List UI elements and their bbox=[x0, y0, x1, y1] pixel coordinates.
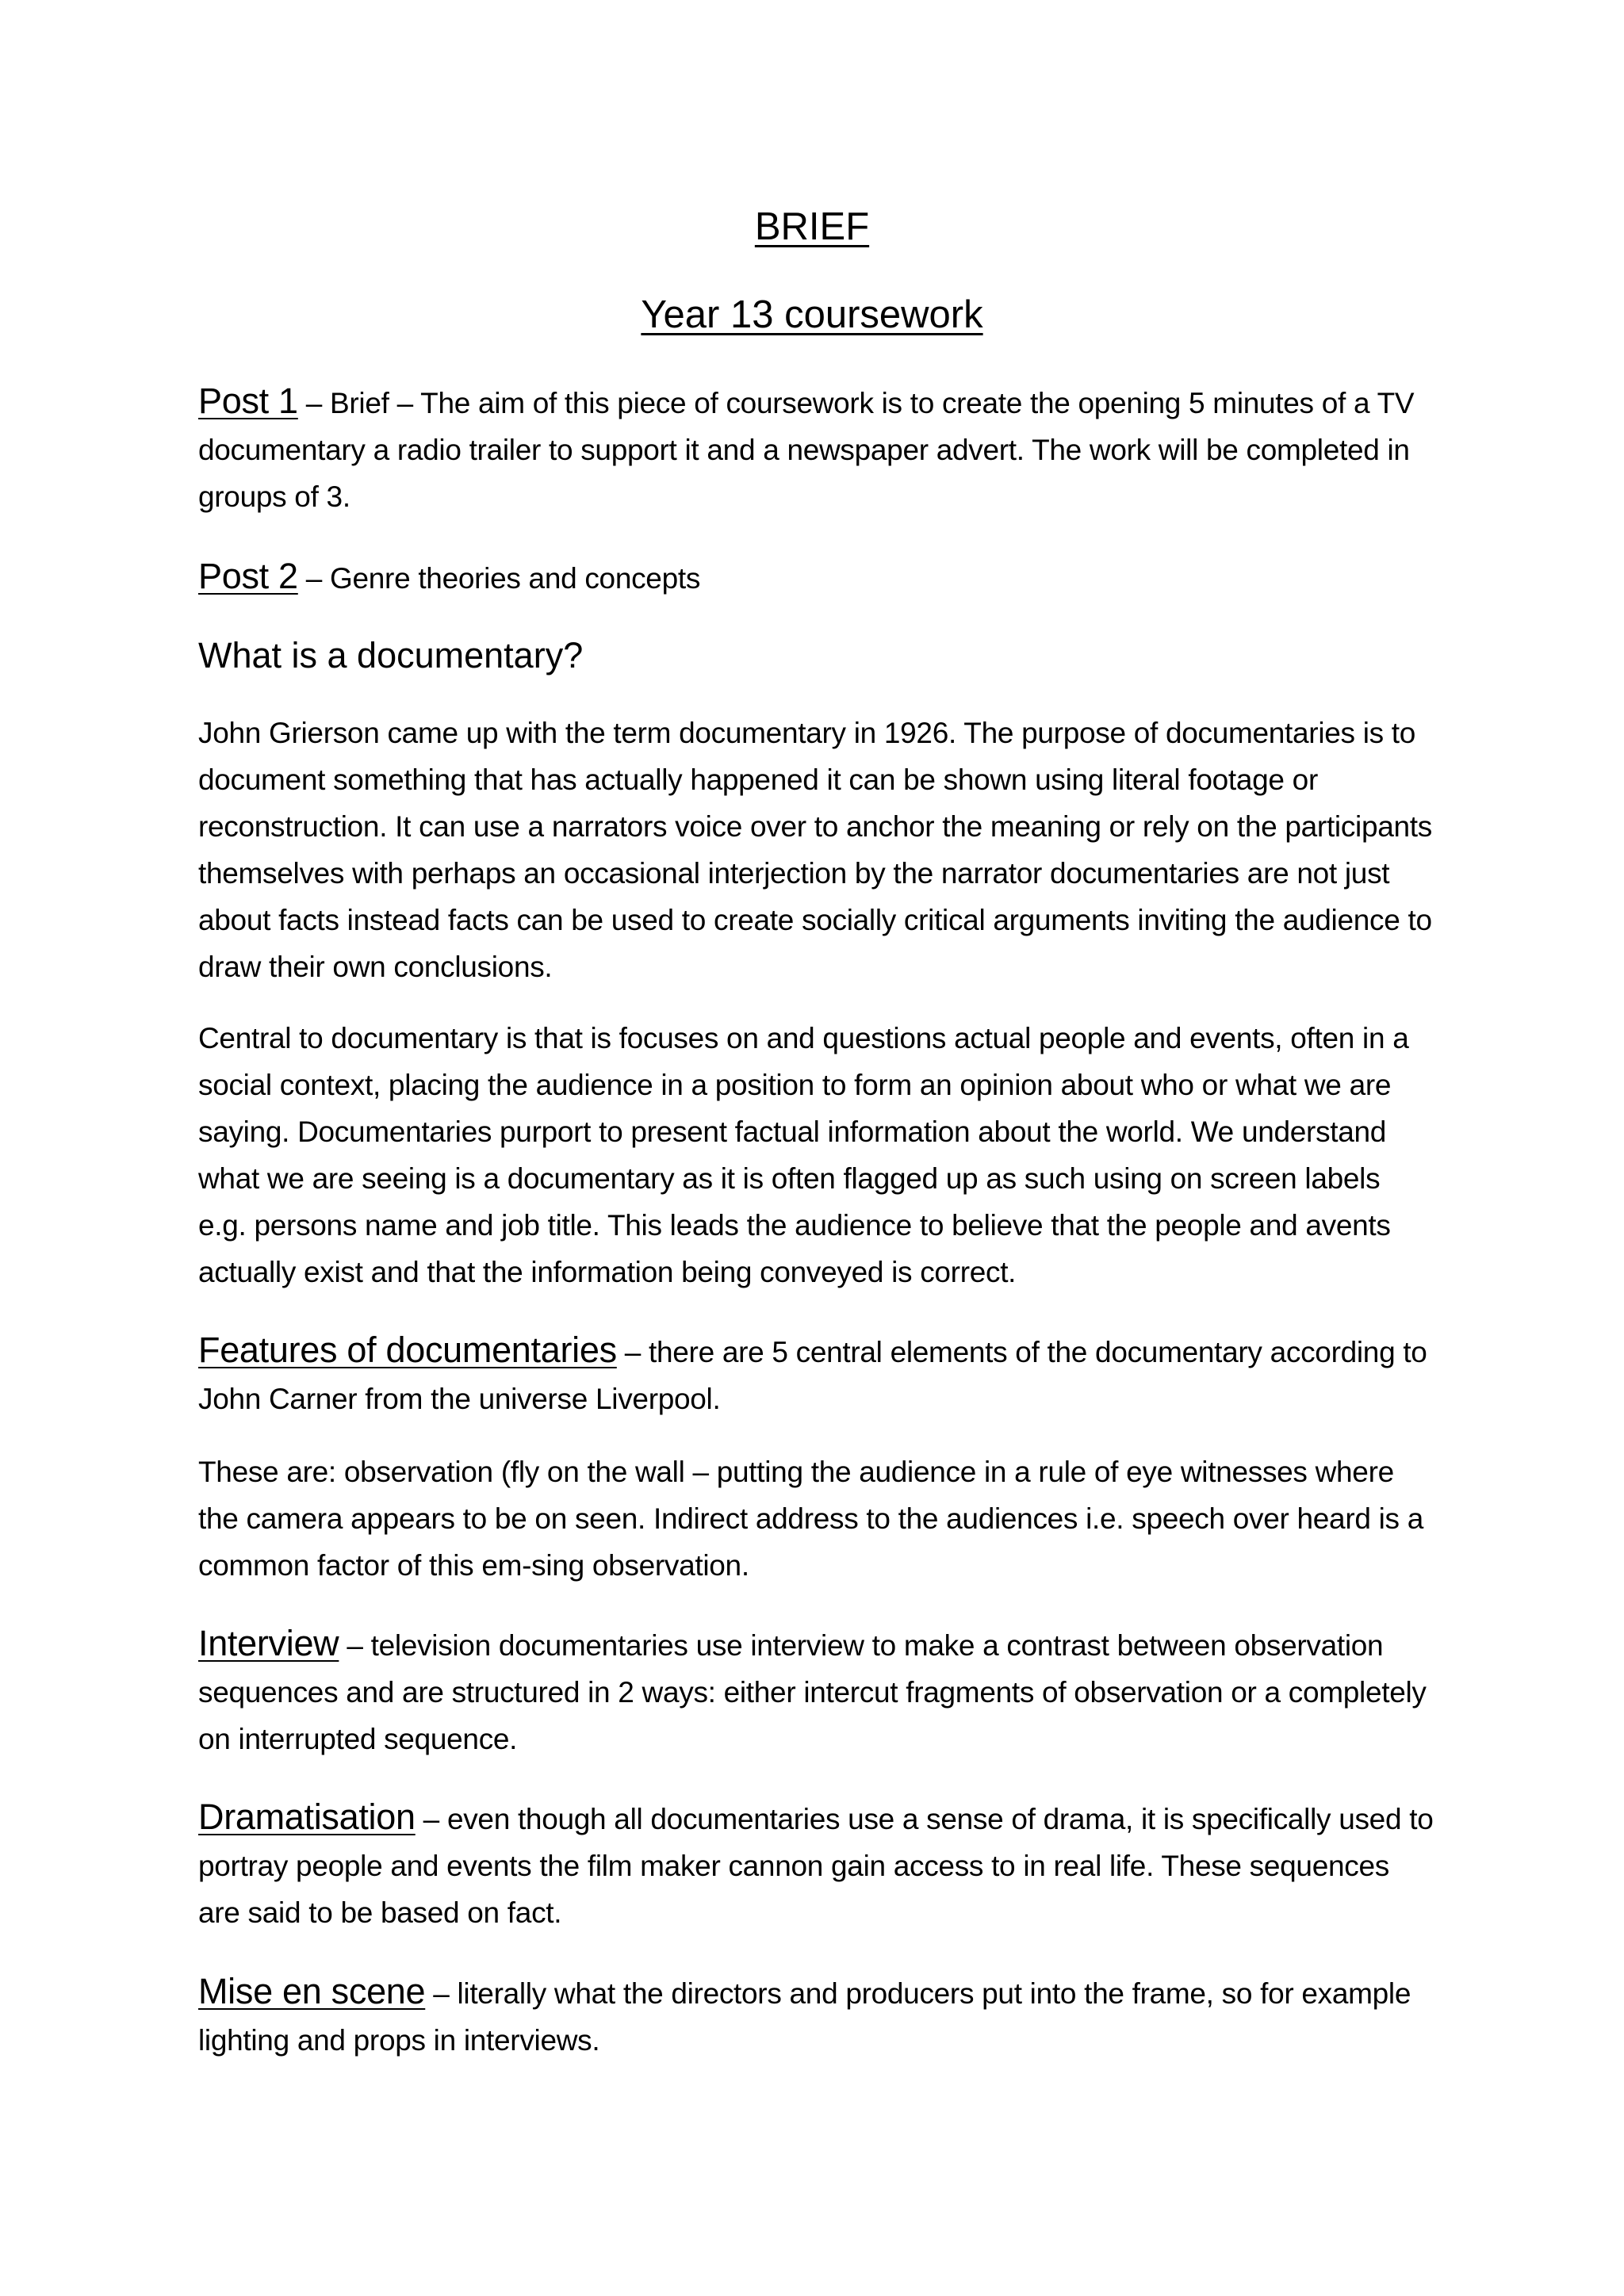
interview-label: Interview bbox=[198, 1623, 339, 1663]
features-text: – there are 5 central elements of the documentary according to John Carner from the universe Liverpool. bbox=[198, 1336, 1427, 1415]
what-is-documentary-heading: What is a documentary? bbox=[198, 635, 584, 675]
dramatisation-text: – even though all documentaries use a sense of drama, it is specifically used to portray people and events the film maker cannon gain access to in real life. These sequences are said to be based on fact. bbox=[198, 1803, 1434, 1929]
post-1-text: – Brief – The aim of this piece of coursework is to create the opening 5 minutes of a TV documentary a radio trailer to support it and a newspaper advert. The work will be completed in groups of 3. bbox=[198, 387, 1415, 513]
post-1-label: Post 1 bbox=[198, 381, 298, 421]
features-label: Features of documentaries bbox=[198, 1330, 617, 1370]
dramatisation-paragraph bbox=[198, 1793, 1435, 1936]
document-subtitle: Year 13 coursework bbox=[641, 293, 983, 336]
mise-en-scene-paragraph bbox=[198, 1968, 1435, 2064]
post-2-paragraph bbox=[198, 553, 1435, 602]
grierson-paragraph: John Grierson came up with the term documentary in 1926. The purpose of documentaries is to document something that has actually happened it can be shown using literal footage or reconstruction. It can use a narrators voice over to anchor the meaning or rely on the participants themselves with perhaps an occasional interjection by the narrator documentaries are not just about facts instead facts can be used to create socially critical arguments inviting the audience to draw their own conclusions. bbox=[198, 717, 1432, 983]
post-1-paragraph bbox=[198, 377, 1435, 520]
observation-paragraph: These are: observation (fly on the wall – putting the audience in a rule of eye witnesses where the camera appears to be on seen. Indirect address to the audiences i.e. speech over heard is a common factor of this em-sing observation. bbox=[198, 1456, 1423, 1582]
mise-en-scene-text: – literally what the directors and producers put into the frame, so for example lighting and props in interviews. bbox=[198, 1977, 1411, 2057]
post-2-label: Post 2 bbox=[198, 556, 298, 596]
dramatisation-label: Dramatisation bbox=[198, 1797, 416, 1837]
mise-en-scene-label: Mise en scene bbox=[198, 1971, 426, 2011]
interview-paragraph bbox=[198, 1620, 1435, 1762]
features-paragraph bbox=[198, 1326, 1435, 1422]
central-paragraph: Central to documentary is that is focuses on and questions actual people and events, often in a social context, placing the audience in a position to form an opinion about who or what we are saying. Documentaries purport to present factual information about the world. We understand what we are seeing is a documentary as it is often flagged up as such using on screen labels e.g. persons name and job title. This leads the audience to believe that the people and avents actually exist and that the information being conveyed is correct. bbox=[198, 1022, 1409, 1288]
post-2-text: – Genre theories and concepts bbox=[297, 562, 701, 595]
document-title: BRIEF bbox=[754, 205, 870, 248]
interview-text: – television documentaries use interview to make a contrast between observation sequences and are structured in 2 ways: either intercut fragments of observation or a completely on interrupted sequence. bbox=[198, 1629, 1427, 1755]
